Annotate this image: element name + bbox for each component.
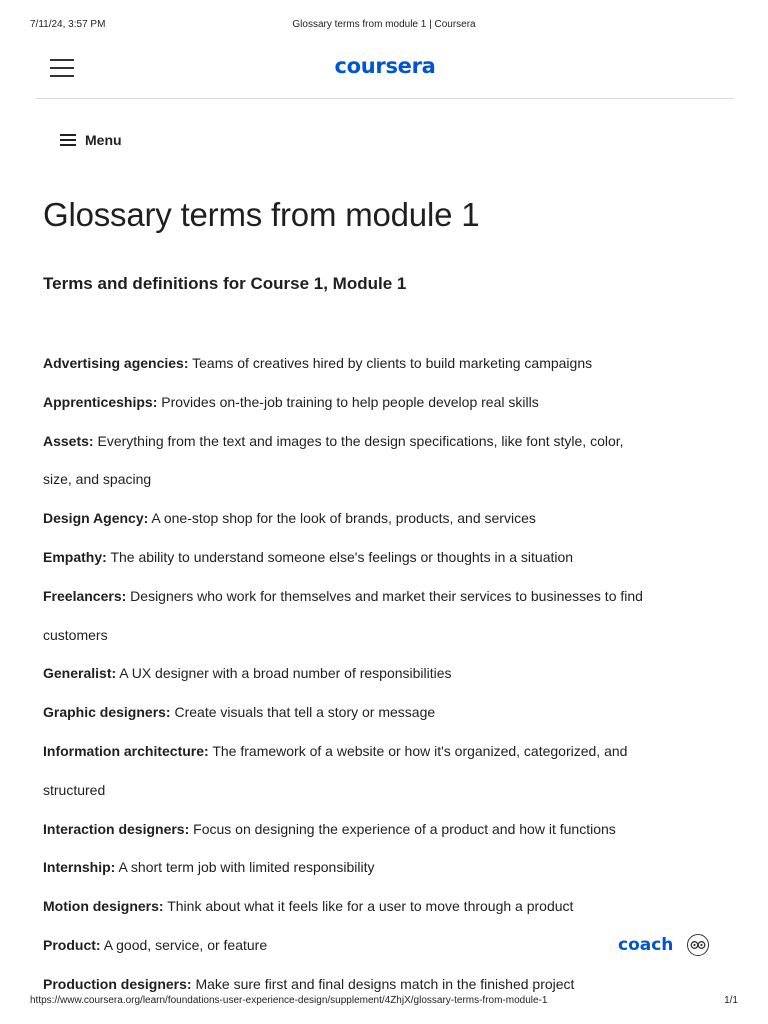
glossary-list [43, 344, 643, 1004]
glossary-definition: The framework of a website or how it's organized, categorized, and structured [43, 742, 628, 798]
glossary-definition: Focus on designing the experience of a product and how it functions [193, 820, 616, 837]
glossary-term: Interaction designers: [43, 820, 190, 837]
coursera-logo[interactable]: coursera [334, 54, 436, 78]
glossary-definition: A one-stop shop for the look of brands, products, and services [151, 510, 536, 527]
coach-button[interactable] [618, 934, 709, 956]
page-title: Glossary terms from module 1 [43, 196, 480, 233]
glossary-definition: A good, service, or feature [103, 936, 268, 953]
glossary-term: Graphic designers: [43, 704, 171, 721]
glossary-definition: Provides on-the-job training to help people develop real skills [161, 393, 539, 410]
glossary-term: Internship: [43, 859, 116, 876]
glossary-term: Apprenticeships: [43, 393, 158, 410]
glossary-term: Production designers: [43, 975, 192, 992]
top-navigation-bar [36, 42, 734, 99]
glossary-definition: Everything from the text and images to the design specifications, like font style, color, size, and spacing [43, 432, 624, 488]
glossary-term: Product: [43, 936, 101, 953]
glossary-item [43, 538, 643, 577]
glossary-item [43, 383, 643, 422]
glossary-item [43, 810, 643, 849]
menu-icon [60, 133, 76, 147]
glossary-term: Generalist: [43, 665, 117, 682]
glossary-item [43, 887, 643, 926]
glossary-item [43, 848, 643, 887]
glossary-definition: The ability to understand someone else's feelings or thoughts in a situation [110, 548, 574, 565]
print-footer [0, 995, 768, 1009]
print-doc-title: Glossary terms from module 1 | Coursera [292, 19, 476, 30]
glossary-term: Assets: [43, 432, 94, 449]
glossary-item [43, 344, 643, 383]
glossary-definition: A UX designer with a broad number of responsibilities [119, 665, 452, 682]
glossary-term: Motion designers: [43, 898, 164, 915]
glossary-definition: Designers who work for themselves and market their services to businesses to find customers [43, 587, 643, 643]
coach-label: coach [618, 935, 674, 955]
glossary-item [43, 732, 643, 810]
glossary-term: Advertising agencies: [43, 355, 189, 371]
glossary-item [43, 926, 643, 965]
glossary-item [43, 654, 643, 693]
coach-owl-icon [687, 934, 709, 956]
print-url: https://www.coursera.org/learn/foundations-user-experience-design/supplement/4ZhjX/glossary-terms-from-module-1 [30, 995, 548, 1006]
glossary-definition: Make sure first and final designs match in the finished project [195, 975, 575, 992]
glossary-term: Freelancers: [43, 587, 127, 604]
glossary-definition: Create visuals that tell a story or message [174, 704, 436, 721]
print-header [0, 19, 768, 33]
page-subtitle: Terms and definitions for Course 1, Module 1 [43, 274, 407, 293]
glossary-item [43, 499, 643, 538]
menu-label: Menu [85, 132, 122, 148]
glossary-term: Information architecture: [43, 742, 209, 759]
menu-button[interactable] [60, 129, 122, 151]
glossary-item [43, 577, 643, 655]
glossary-term: Empathy: [43, 548, 107, 565]
glossary-term: Design Agency: [43, 510, 149, 527]
glossary-item [43, 693, 643, 732]
glossary-definition: Teams of creatives hired by clients to build marketing campaigns [192, 355, 593, 371]
print-page-number: 1/1 [724, 995, 738, 1006]
glossary-item [43, 422, 643, 500]
glossary-definition: Think about what it feels like for a user to move through a product [167, 898, 574, 915]
print-date: 7/11/24, 3:57 PM [30, 19, 106, 30]
glossary-definition: A short term job with limited responsibility [118, 859, 375, 876]
